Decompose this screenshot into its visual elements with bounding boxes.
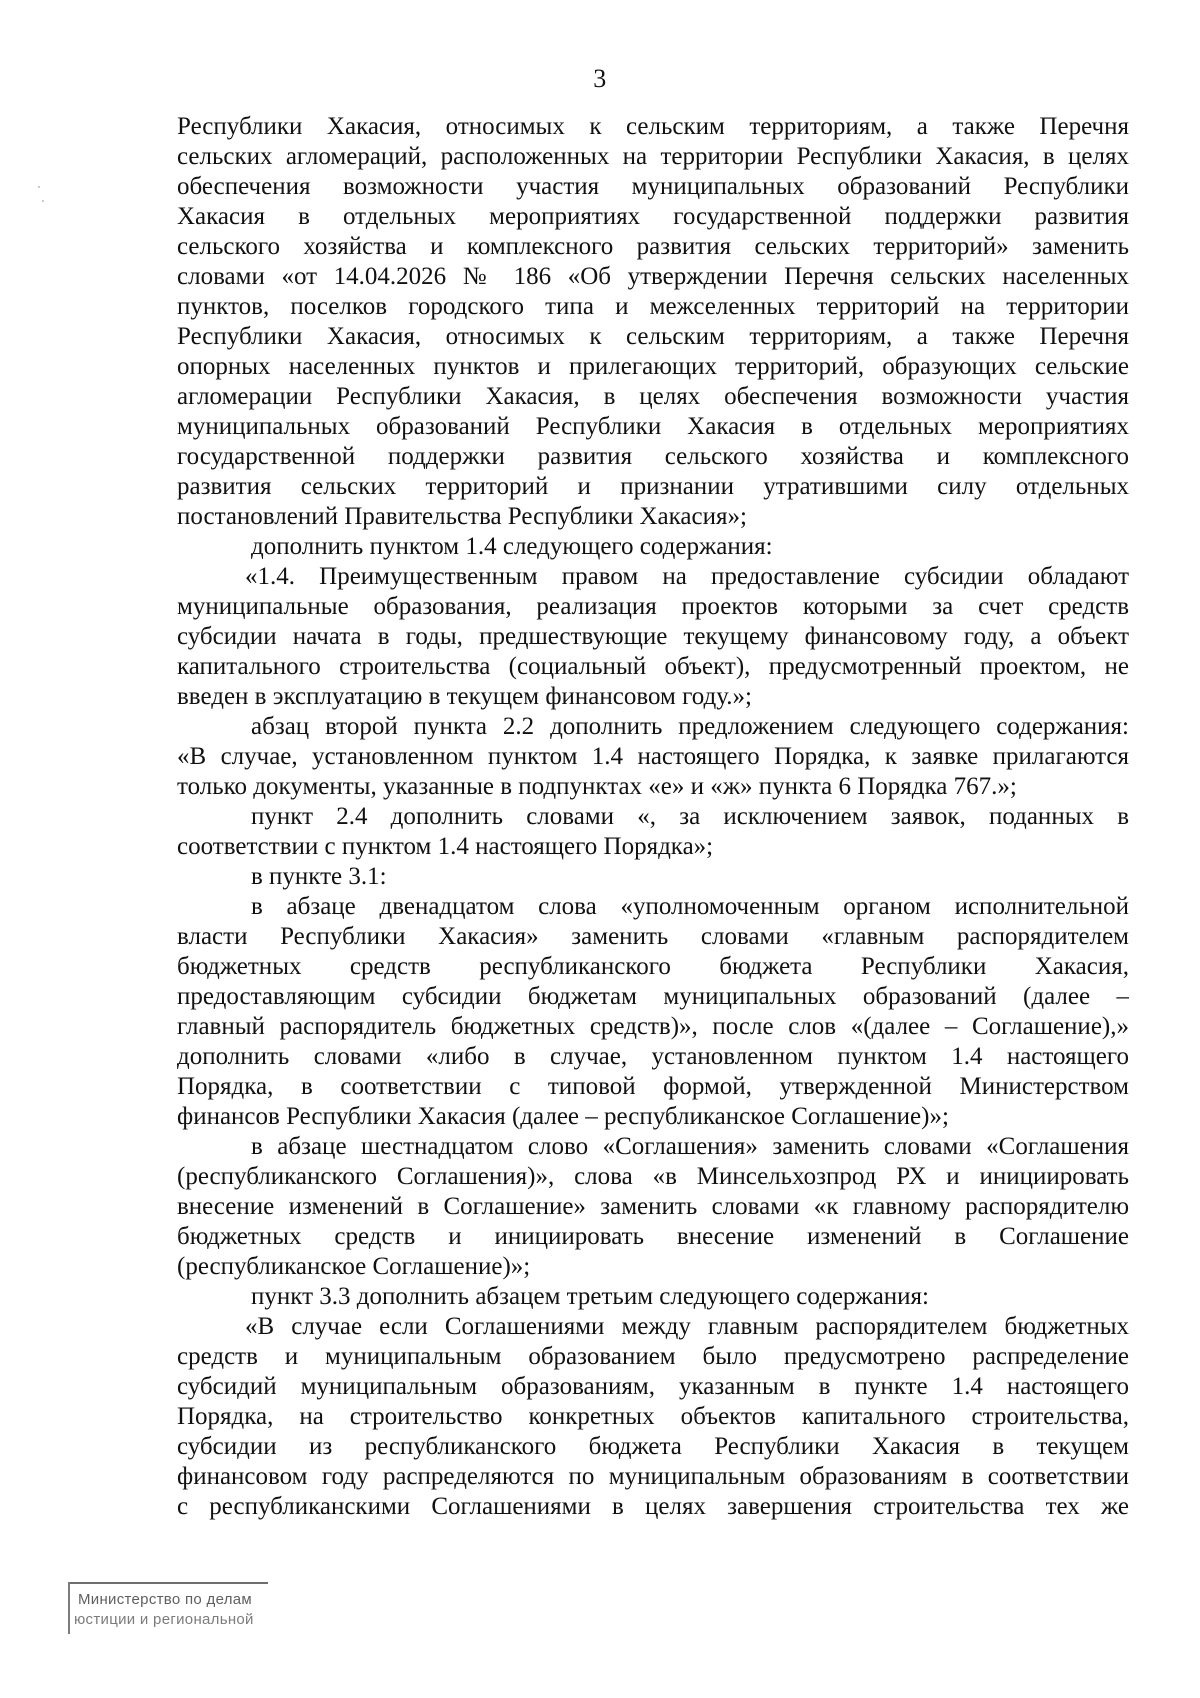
scan-speck <box>38 186 40 188</box>
text-line: капитального строительства (социальный объект), предусмотренный проектом, не <box>177 653 1129 680</box>
document-body <box>177 112 1129 1522</box>
text-line: внесение изменений в Соглашение» заменить словами «к главному распорядителю <box>177 1193 1129 1220</box>
text-line: финансовом году распределяются по муниципальным образованиям в соответствии <box>177 1463 1129 1490</box>
text-line: опорных населенных пунктов и прилегающих территорий, образующих сельские <box>177 353 1129 380</box>
text-line: развития сельских территорий и признании утратившими силу отдельных <box>177 473 1129 500</box>
text-line: Порядка, в соответствии с типовой формой, утвержденной Министерством <box>177 1073 1129 1100</box>
scan-speck <box>42 200 44 202</box>
text-line: главный распорядитель бюджетных средств)», после слов «(далее – Соглашение),» <box>177 1013 1129 1040</box>
text-line: предоставляющим субсидии бюджетам муниципальных образований (далее – <box>177 983 1129 1010</box>
text-line: сельских агломераций, расположенных на территории Республики Хакасия, в целях <box>177 143 1129 170</box>
text-line: только документы, указанные в подпунктах «е» и «ж» пункта 6 Порядка 767.»; <box>177 773 1017 800</box>
text-line: (республиканского Соглашения)», слова «в Минсельхозпрод РХ и инициировать <box>177 1163 1129 1190</box>
text-line: «В случае если Соглашениями между главным распорядителем бюджетных <box>245 1313 1129 1340</box>
stamp-line-1: Министерство по делам <box>78 1591 253 1608</box>
text-line: в абзаце шестнадцатом слово «Соглашения» заменить словами «Соглашения <box>251 1133 1129 1160</box>
text-line: муниципальные образования, реализация проектов которыми за счет средств <box>177 593 1129 620</box>
text-line: агломерации Республики Хакасия, в целях обеспечения возможности участия <box>177 383 1129 410</box>
text-line: дополнить пунктом 1.4 следующего содержания: <box>251 533 773 560</box>
text-line: Хакасия в отдельных мероприятиях государственной поддержки развития <box>177 203 1129 230</box>
text-line: в абзаце двенадцатом слова «уполномоченным органом исполнительной <box>251 893 1129 920</box>
text-line: дополнить словами «либо в случае, установленном пунктом 1.4 настоящего <box>177 1043 1129 1070</box>
text-line: средств и муниципальным образованием было предусмотрено распределение <box>177 1343 1129 1370</box>
stamp-line-2: юстиции и региональной <box>74 1611 254 1628</box>
text-line: бюджетных средств республиканского бюджета Республики Хакасия, <box>177 953 1129 980</box>
text-line: субсидий муниципальным образованиям, указанным в пункте 1.4 настоящего <box>177 1373 1129 1400</box>
page-number: 3 <box>593 64 607 93</box>
text-line: Республики Хакасия, относимых к сельским территориям, а также Перечня <box>177 323 1129 350</box>
text-line: обеспечения возможности участия муниципальных образований Республики <box>177 173 1129 200</box>
text-line: «В случае, установленном пунктом 1.4 настоящего Порядка, к заявке прилагаются <box>177 743 1129 770</box>
text-line: власти Республики Хакасия» заменить словами «главным распорядителем <box>177 923 1129 950</box>
text-line: сельского хозяйства и комплексного развития сельских территорий» заменить <box>177 233 1129 260</box>
text-line: пункт 2.4 дополнить словами «, за исключением заявок, поданных в <box>251 803 1129 830</box>
text-line: финансов Республики Хакасия (далее – республиканское Соглашение)»; <box>177 1103 949 1130</box>
text-line: постановлений Правительства Республики Хакасия»; <box>177 503 747 530</box>
text-line: (республиканское Соглашение)»; <box>177 1253 531 1280</box>
text-line: пункт 3.3 дополнить абзацем третьим следующего содержания: <box>251 1283 929 1310</box>
text-line: субсидии начата в годы, предшествующие текущему финансовому году, а объект <box>177 623 1129 650</box>
stamp-border-top <box>68 1582 268 1584</box>
text-line: Республики Хакасия, относимых к сельским территориям, а также Перечня <box>177 113 1129 140</box>
text-line: соответствии с пунктом 1.4 настоящего Порядка»; <box>177 833 714 860</box>
text-line: «1.4. Преимущественным правом на предоставление субсидии обладают <box>245 563 1129 590</box>
text-line: в пункте 3.1: <box>251 863 387 890</box>
text-line: с республиканскими Соглашениями в целях завершения строительства тех же <box>177 1493 1129 1520</box>
text-line: абзац второй пункта 2.2 дополнить предложением следующего содержания: <box>251 713 1129 740</box>
registration-stamp <box>68 1582 278 1640</box>
text-line: словами «от 14.04.2026 № 186 «Об утверждении Перечня сельских населенных <box>177 263 1129 290</box>
text-line: введен в эксплуатацию в текущем финансовом году.»; <box>177 683 752 710</box>
text-line: бюджетных средств и инициировать внесение изменений в Соглашение <box>177 1223 1129 1250</box>
text-line: муниципальных образований Республики Хакасия в отдельных мероприятиях <box>177 413 1129 440</box>
text-line: пунктов, поселков городского типа и межселенных территорий на территории <box>177 293 1129 320</box>
text-line: Порядка, на строительство конкретных объектов капитального строительства, <box>177 1403 1129 1430</box>
stamp-border-left <box>68 1582 70 1634</box>
text-line: государственной поддержки развития сельского хозяйства и комплексного <box>177 443 1129 470</box>
text-line: субсидии из республиканского бюджета Республики Хакасия в текущем <box>177 1433 1129 1460</box>
